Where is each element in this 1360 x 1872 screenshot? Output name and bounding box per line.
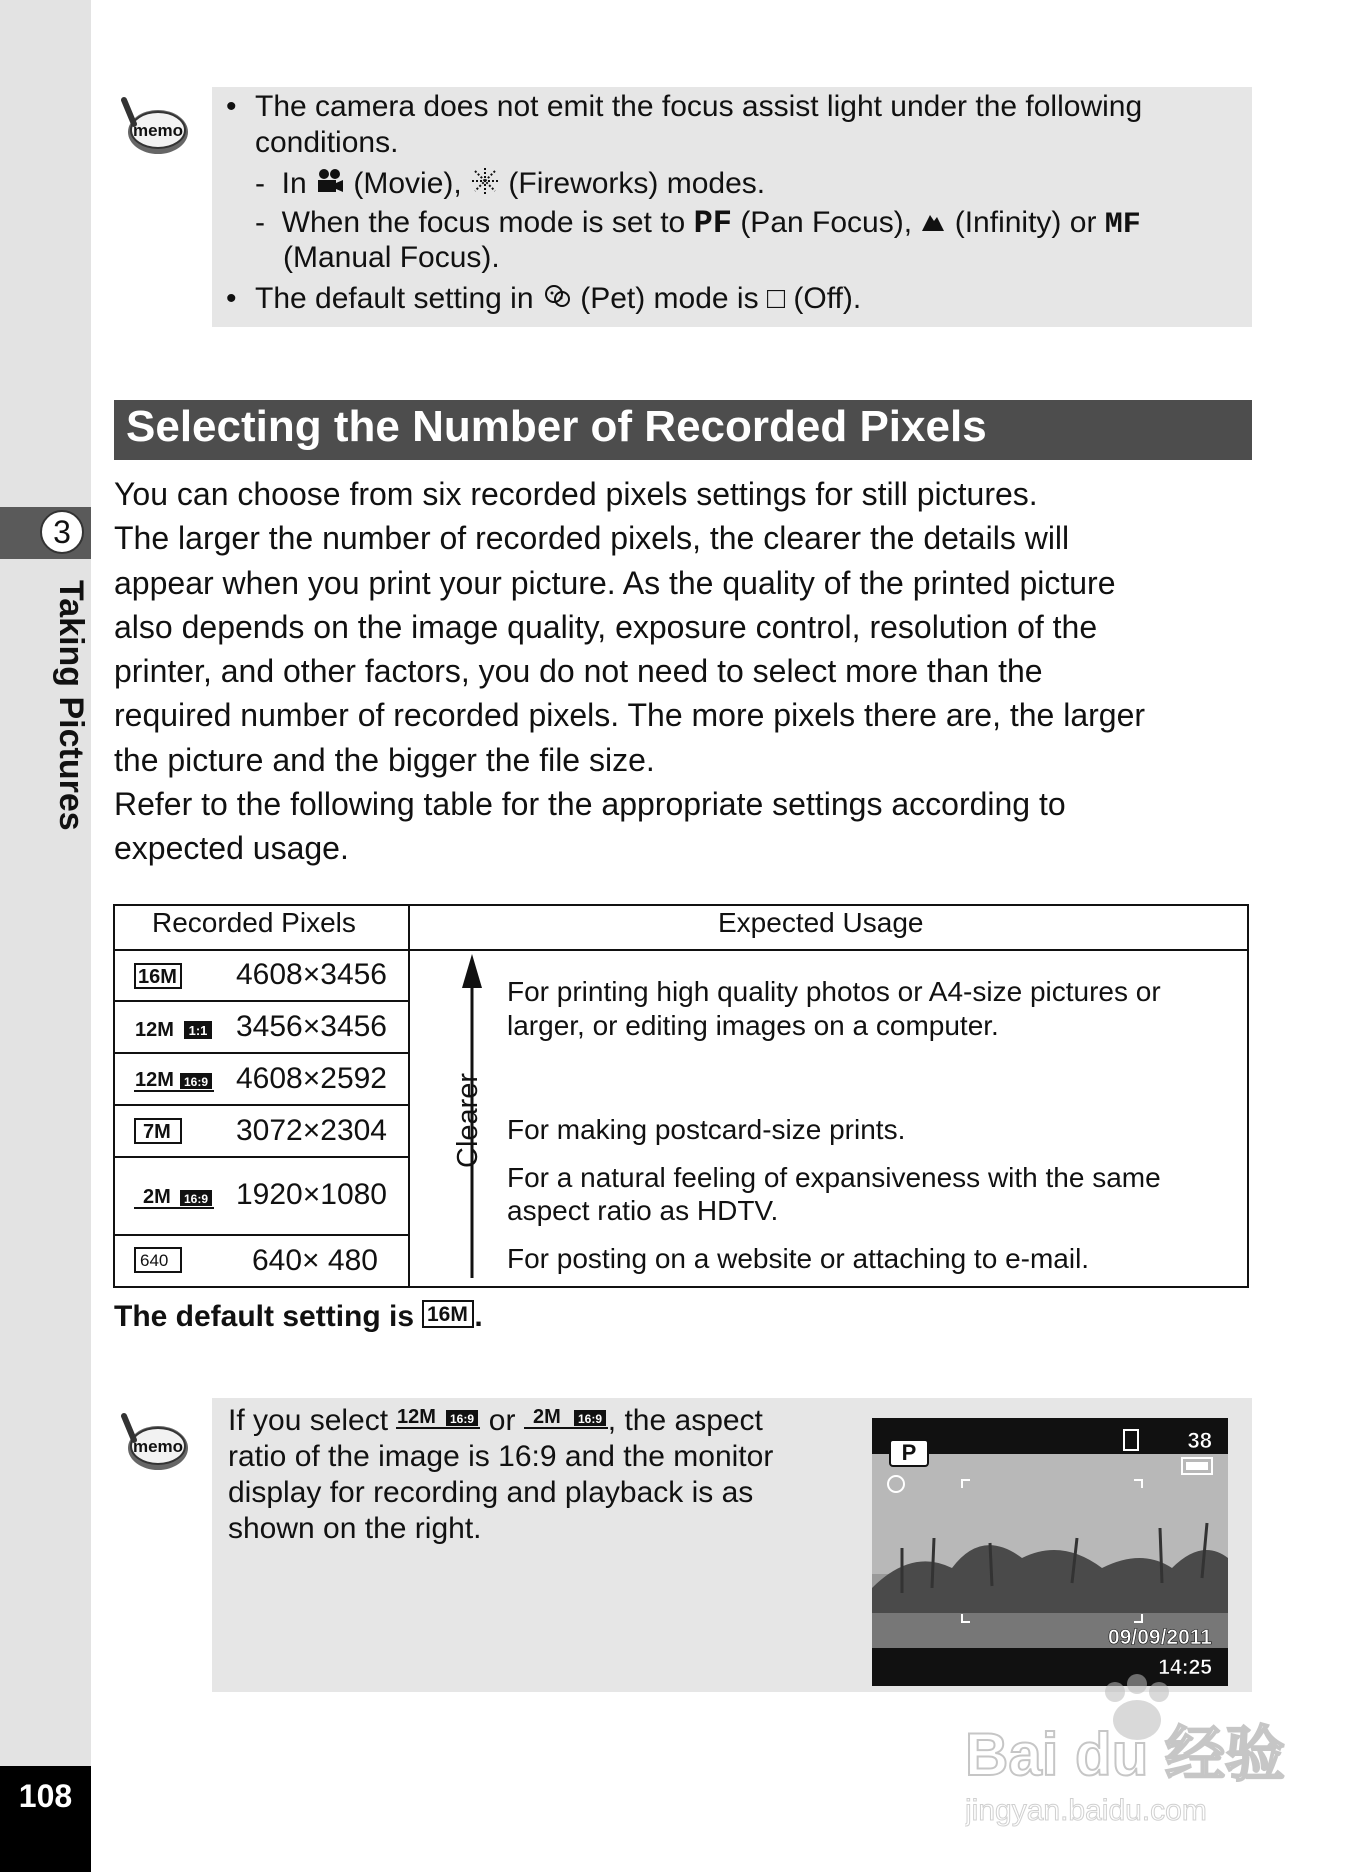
usage-text: aspect ratio as HDTV.	[507, 1195, 779, 1226]
svg-text:Bai du 经验: Bai du 经验	[965, 1721, 1286, 1788]
lcd-shots-remaining: 38	[1187, 1428, 1212, 1453]
col-header-usage: Expected Usage	[718, 907, 924, 938]
body-line: appear when you print your picture. As the quality of the printed picture	[114, 564, 1116, 601]
memo-icon	[118, 1410, 194, 1478]
memo-line-pet: The default setting in (Pet) mode is □ (Off).	[255, 282, 861, 318]
pan-focus-icon: PF	[693, 205, 732, 242]
memo-line-aspect: If you select 12M 16:9 or 2M 16:9 , the aspect	[228, 1404, 763, 1440]
memo-line: The camera does not emit the focus assist light under the following	[255, 90, 1143, 123]
memo-icon	[118, 94, 194, 162]
pixel-12m-16-9-icon	[134, 1067, 214, 1100]
usage-text: For a natural feeling of expansiveness with the same	[507, 1162, 1161, 1193]
resolution-value: 4608×2592	[236, 1062, 387, 1095]
pixel-7m-icon	[134, 1118, 182, 1149]
off-icon: □	[766, 282, 786, 315]
clearer-arrow-icon	[460, 954, 484, 1283]
memo-line-focus: - When the focus mode is set to PF (Pan Focus), (Infinity) or MF	[255, 205, 1141, 242]
memo-line: conditions.	[255, 126, 399, 159]
baidu-watermark	[965, 1670, 1295, 1830]
pixel-16m-icon	[422, 1300, 474, 1336]
usage-text: For making postcard-size prints.	[507, 1114, 906, 1145]
pixel-2m-16-9-icon	[524, 1404, 608, 1440]
default-setting-note: The default setting is 16M .	[114, 1300, 483, 1336]
camera-lcd-preview	[872, 1418, 1228, 1686]
memo-line: (Manual Focus).	[283, 241, 500, 274]
fireworks-icon	[470, 166, 500, 204]
svg-text:memo: memo	[132, 121, 184, 140]
pixel-12m-1-1-icon	[134, 1016, 214, 1047]
svg-text:12M: 12M	[135, 1019, 174, 1041]
resolution-value: 4608×3456	[236, 958, 387, 991]
svg-text:2M: 2M	[532, 1406, 561, 1429]
body-line: You can choose from six recorded pixels settings for still pictures.	[114, 476, 1038, 512]
chapter-title: Taking Pictures	[52, 580, 90, 831]
svg-text:16:9: 16:9	[183, 1192, 209, 1206]
pet-icon	[542, 282, 572, 318]
infinity-mountain-icon	[920, 207, 946, 241]
bullet: •	[226, 282, 237, 315]
pixel-16m-icon	[134, 963, 182, 994]
resolution-value: 640× 480	[252, 1244, 378, 1277]
body-line: printer, and other factors, you do not need to select more than the	[114, 653, 1043, 690]
pixel-640-icon	[134, 1247, 182, 1278]
body-line: the picture and the bigger the file size.	[114, 741, 655, 778]
usage-text: larger, or editing images on a computer.	[507, 1010, 999, 1041]
body-line: required number of recorded pixels. The more pixels there are, the larger	[114, 697, 1146, 734]
svg-text:12M: 12M	[397, 1406, 437, 1429]
resolution-value: 1920×1080	[236, 1178, 387, 1211]
svg-text:7M: 7M	[143, 1121, 171, 1143]
chapter-sidebar	[0, 0, 91, 1872]
clearer-label: Clearer	[452, 1072, 484, 1168]
svg-text:jingyan.baidu.com: jingyan.baidu.com	[965, 1794, 1207, 1827]
svg-text:16:9: 16:9	[450, 1412, 475, 1427]
svg-text:16M: 16M	[138, 966, 177, 988]
movie-icon	[315, 167, 345, 203]
usage-text: For posting on a website or attaching to e-mail.	[507, 1243, 1090, 1274]
section-title: Selecting the Number of Recorded Pixels	[126, 402, 987, 451]
svg-text:1:1: 1:1	[188, 1023, 208, 1038]
bullet: •	[226, 90, 237, 123]
body-text	[114, 472, 1264, 871]
body-line: expected usage.	[114, 830, 349, 867]
svg-text:2M: 2M	[143, 1186, 171, 1208]
lcd-date: 09/09/2011	[1108, 1626, 1212, 1649]
pixel-12m-16-9-icon	[396, 1404, 480, 1440]
memo-line-movie: - In (Movie), (Fireworks) modes.	[255, 166, 765, 204]
page-number: 108	[18, 1778, 73, 1814]
resolution-value: 3456×3456	[236, 1010, 387, 1043]
manual-focus-icon: MF	[1104, 208, 1141, 242]
lcd-time: 14:25	[1158, 1656, 1212, 1679]
svg-text:memo: memo	[132, 1437, 184, 1456]
col-header-pixels: Recorded Pixels	[152, 907, 356, 938]
svg-text:16:9: 16:9	[577, 1412, 602, 1427]
svg-text:16:9: 16:9	[183, 1075, 209, 1089]
svg-text:640: 640	[140, 1251, 169, 1270]
resolution-value: 3072×2304	[236, 1114, 387, 1147]
pixel-2m-16-9-icon	[134, 1184, 214, 1217]
lcd-mode: P	[901, 1440, 917, 1465]
usage-text: For printing high quality photos or A4-size pictures or	[507, 976, 1161, 1007]
body-line: Refer to the following table for the appropriate settings according to	[114, 786, 1066, 823]
svg-text:12M: 12M	[135, 1069, 174, 1091]
memo-line: ratio of the image is 16:9 and the monitor	[228, 1440, 774, 1473]
svg-text:16M: 16M	[427, 1303, 469, 1327]
body-line: also depends on the image quality, exposure control, resolution of the	[114, 608, 1098, 645]
body-line: The larger the number of recorded pixels, the clearer the details will	[114, 520, 1070, 557]
memo-line: display for recording and playback is as	[228, 1476, 754, 1509]
chapter-number: 3	[40, 510, 84, 554]
memo-line: shown on the right.	[228, 1512, 482, 1545]
